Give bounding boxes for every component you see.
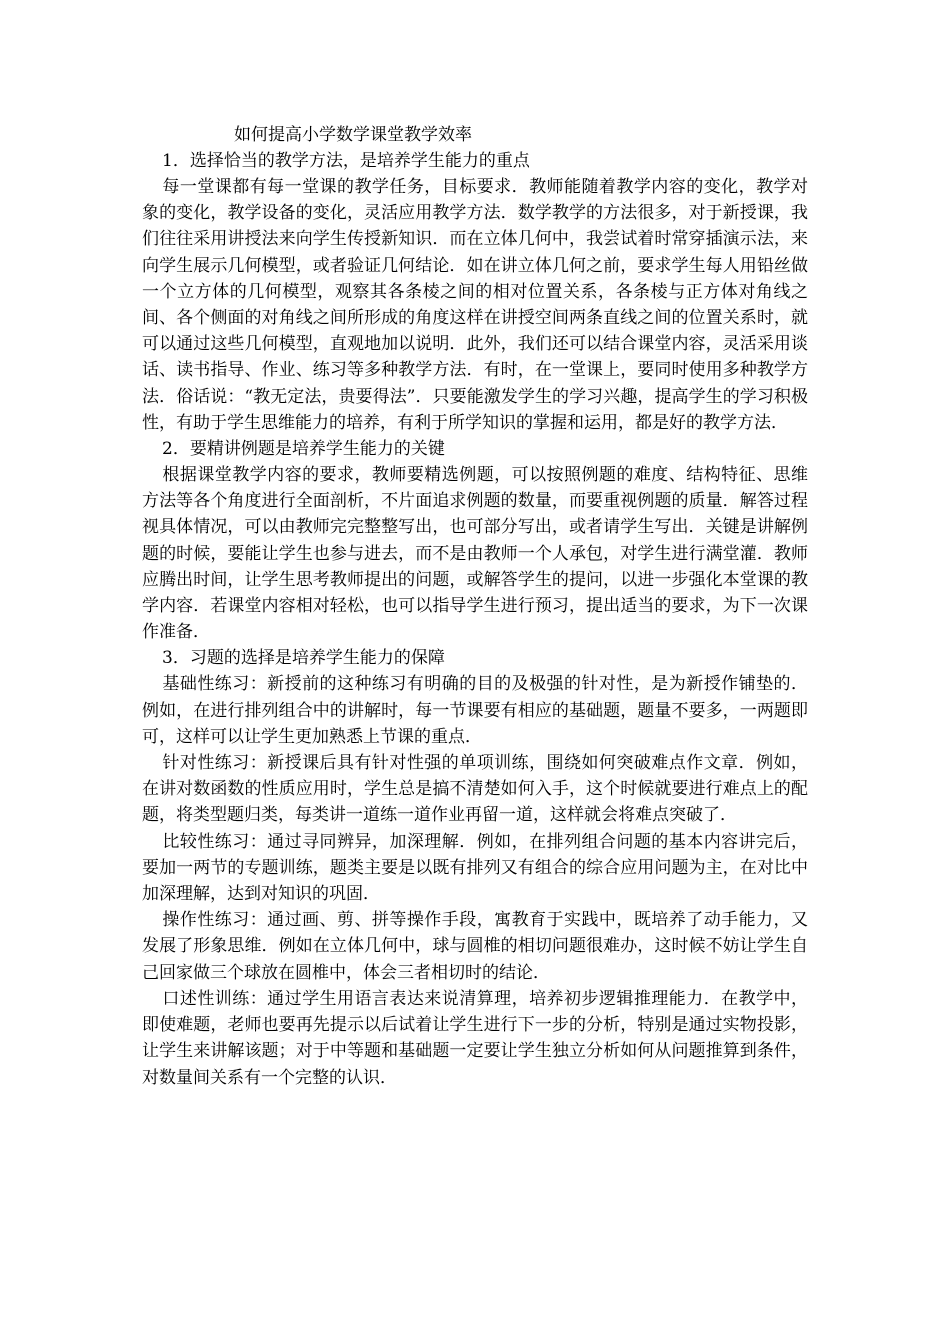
section-2 <box>142 436 808 645</box>
document-page <box>142 122 808 1091</box>
body-paragraph: 基础性练习：新授前的这种练习有明确的目的及极强的针对性，是为新授作铺垫的．例如，在进行排列组合中的讲解时，每一节课要有相应的基础题，题量不要多，一两题即可，这样可以让学生更加熟悉上节课的重点． <box>142 674 808 747</box>
body-paragraph: 针对性练习：新授课后具有针对性强的单项训练，围绕如何突破难点作文章．例如，在讲对数函数的性质应用时，学生总是搞不清楚如何入手，这个时候就要进行难点上的配题，将类型题归类，每类讲一道练一道作业再留一道，这样就会将难点突破了． <box>142 753 808 826</box>
body-paragraph: 比较性练习：通过寻同辨异，加深理解．例如，在排列组合问题的基本内容讲完后，要加一两节的专题训练，题类主要是以既有排列又有组合的综合应用问题为主，在对比中加深理解，达到对知识的巩固． <box>142 831 808 905</box>
section-1 <box>142 148 808 436</box>
body-paragraph: 每一堂课都有每一堂课的教学任务，目标要求．教师能随着教学内容的变化，教学对象的变化，教学设备的变化，灵活应用教学方法．数学教学的方法很多，对于新授课，我们往往采用讲授法来向学生传授新知识．而在立体几何中，我尝试着时常穿插演示法，来向学生展示几何模型，或者验证几何结论．如在讲立体几何之前，要求学生每人用铅丝做一个立方体的几何模型，观察其各条棱之间的相对位置关系，各条棱与正方体对角线之间、各个侧面的对角线之间所形成的角度这样在讲授空间两条直线之间的位置关系时，就可以通过这些几何模型，直观地加以说明．此外，我们还可以结合课堂内容，灵活采用谈话、读书指导、作业、练习等多种教学方法．有时，在一堂课上，要同时使用多种教学方法．俗话说：“教无定法，贵要得法”．只要能激发学生的学习兴趣，提高学生的学习积极性，有助于学生思维能力的培养，有利于所学知识的掌握和运用，都是好的教学方法． <box>142 177 808 433</box>
body-paragraph: 操作性练习：通过画、剪、拼等操作手段，寓教育于实践中，既培养了动手能力，又发展了形象思维．例如在立体几何中，球与圆椎的相切问题很难办，这时候不妨让学生自己回家做三个球放在圆椎中，体会三者相切时的结论． <box>142 910 808 983</box>
document-title: 如何提高小学数学课堂教学效率 <box>234 125 472 145</box>
section-heading: 1．选择恰当的教学方法，是培养学生能力的重点 <box>162 151 530 171</box>
body-paragraph: 口述性训练：通过学生用语言表达来说清算理，培养初步逻辑推理能力．在教学中，即使难题，老师也要再先提示以后试着让学生进行下一步的分析，特别是通过实物投影，让学生来讲解该题；对于中等题和基础题一定要让学生独立分析如何从问题推算到条件，对数量间关系有一个完整的认识． <box>142 988 808 1088</box>
section-heading: 2．要精讲例题是培养学生能力的关键 <box>162 439 445 460</box>
section-heading: 3．习题的选择是培养学生能力的保障 <box>162 648 445 669</box>
section-3 <box>142 645 808 1090</box>
body-paragraph: 根据课堂教学内容的要求，教师要精选例题，可以按照例题的难度、结构特征、思维方法等各个角度进行全面剖析，不片面追求例题的数量，而要重视例题的质量．解答过程视具体情况，可以由教师完完整整写出，也可部分写出，或者请学生写出．关键是讲解例题的时候，要能让学生也参与进去，而不是由教师一个人承包，对学生进行满堂灌．教师应腾出时间，让学生思考教师提出的问题，或解答学生的提问，以进一步强化本堂课的教学内容．若课堂内容相对轻松，也可以指导学生进行预习，提出适当的要求，为下一次课作准备． <box>142 465 808 643</box>
